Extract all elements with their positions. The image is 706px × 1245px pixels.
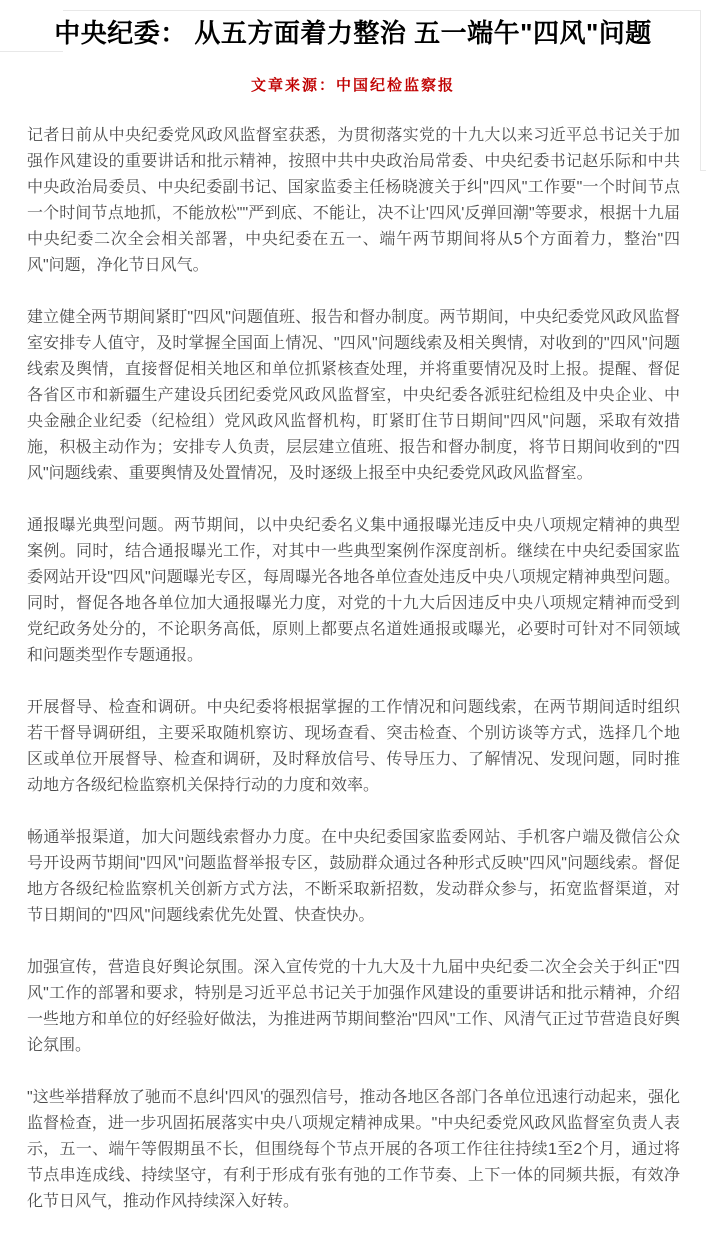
article-body: [0, 123, 706, 1245]
article-paragraph-4: 开展督导、检查和调研。中央纪委将根据掌握的工作情况和问题线索，在两节期间适时组织若干督导调研组，主要采取随机察访、现场查看、突击检查、个别访谈等方式，选择几个地区或单位开展督导、检查和调研，及时释放信号、传导压力、了解情况、发现问题，同时推动地方各级纪检监察机关保持行动的力度和效率。: [27, 699, 680, 794]
article-paragraph-2: 建立健全两节期间紧盯"四风"问题值班、报告和督办制度。两节期间，中央纪委党风政风监督室安排专人值守，及时掌握全国面上情况、"四风"问题线索及相关舆情，对收到的"四风"问题线索及舆情，直接督促相关地区和单位抓紧核查处理，并将重要情况及时上报。提醒、督促各省区市和新疆生产建设兵团纪委党风政风监督室，中央纪委各派驻纪检组及中央企业、中央金融企业纪委（纪检组）党风政风监督机构，盯紧盯住节日期间"四风"问题，采取有效措施，积极主动作为；安排专人负责，层层建立值班、报告和督办制度，将节日期间收到的"四风"问题线索、重要舆情及处置情况，及时逐级上报至中央纪委党风政风监督室。: [27, 309, 680, 482]
frame-line-right-vertical: [700, 10, 701, 171]
article-paragraph-5: 畅通举报渠道，加大问题线索督办力度。在中央纪委国家监委网站、手机客户端及微信公众号开设两节期间"四风"问题监督举报专区，鼓励群众通过各种形式反映"四风"问题线索。督促地方各级纪检监察机关创新方式方法，不断采取新招数，发动群众参与，拓宽监督渠道，对节日期间的"四风"问题线索优先处置、快查快办。: [27, 829, 680, 924]
frame-line-top: [63, 10, 700, 11]
page-title: 中央纪委： 从五方面着力整治 五一端午"四风"问题: [54, 18, 652, 48]
frame-line-left-short: [0, 51, 63, 52]
article-paragraph-6: 加强宣传，营造良好舆论氛围。深入宣传党的十九大及十九届中央纪委二次全会关于纠正"四风"工作的部署和要求，特别是习近平总书记关于加强作风建设的重要讲话和批示精神，介绍一些地方和单位的好经验好做法，为推进两节期间整治"四风"工作、风清气正过节营造良好舆论氛围。: [27, 959, 680, 1054]
article-paragraph-1: 记者日前从中央纪委党风政风监督室获悉，为贯彻落实党的十九大以来习近平总书记关于加强作风建设的重要讲话和批示精神，按照中共中央政治局常委、中央纪委书记赵乐际和中共中央政治局委员、中央纪委副书记、国家监委主任杨晓渡关于纠"四风"工作要"一个时间节点一个时间节点地抓，不能放松""严到底、不能让，决不让'四风'反弹回潮"等要求，根据十九届中央纪委二次全会相关部署，中央纪委在五一、端午两节期间将从5个方面着力，整治"四风"问题，净化节日风气。: [27, 127, 680, 274]
frame-line-right-short: [700, 170, 706, 171]
article-source-label: 文章来源：中国纪检监察报: [250, 78, 455, 94]
article-paragraph-3: 通报曝光典型问题。两节期间，以中央纪委名义集中通报曝光违反中央八项规定精神的典型案例。同时，结合通报曝光工作，对其中一些典型案例作深度剖析。继续在中央纪委国家监委网站开设"四风"问题曝光专区，每周曝光各地各单位查处违反中央八项规定精神典型问题。同时，督促各地各单位加大通报曝光力度，对党的十九大后因违反中央八项规定精神而受到党纪政务处分的，不论职务高低，原则上都要点名道姓通报或曝光，必要时可针对不同领域和问题类型作专题通报。: [27, 517, 680, 664]
article-paragraph-7: "这些举措释放了驰而不息纠'四风'的强烈信号，推动各地区各部门各单位迅速行动起来，强化监督检查，进一步巩固拓展落实中央八项规定精神成果。"中央纪委党风政风监督室负责人表示，五一、端午等假期虽不长，但围绕每个节点开展的各项工作往往持续1至2个月，通过将节点串连成线、持续坚守，有利于形成有张有弛的工作节奏、上下一体的同频共振，有效净化节日风气，推动作风持续深入好转。: [27, 1089, 680, 1210]
